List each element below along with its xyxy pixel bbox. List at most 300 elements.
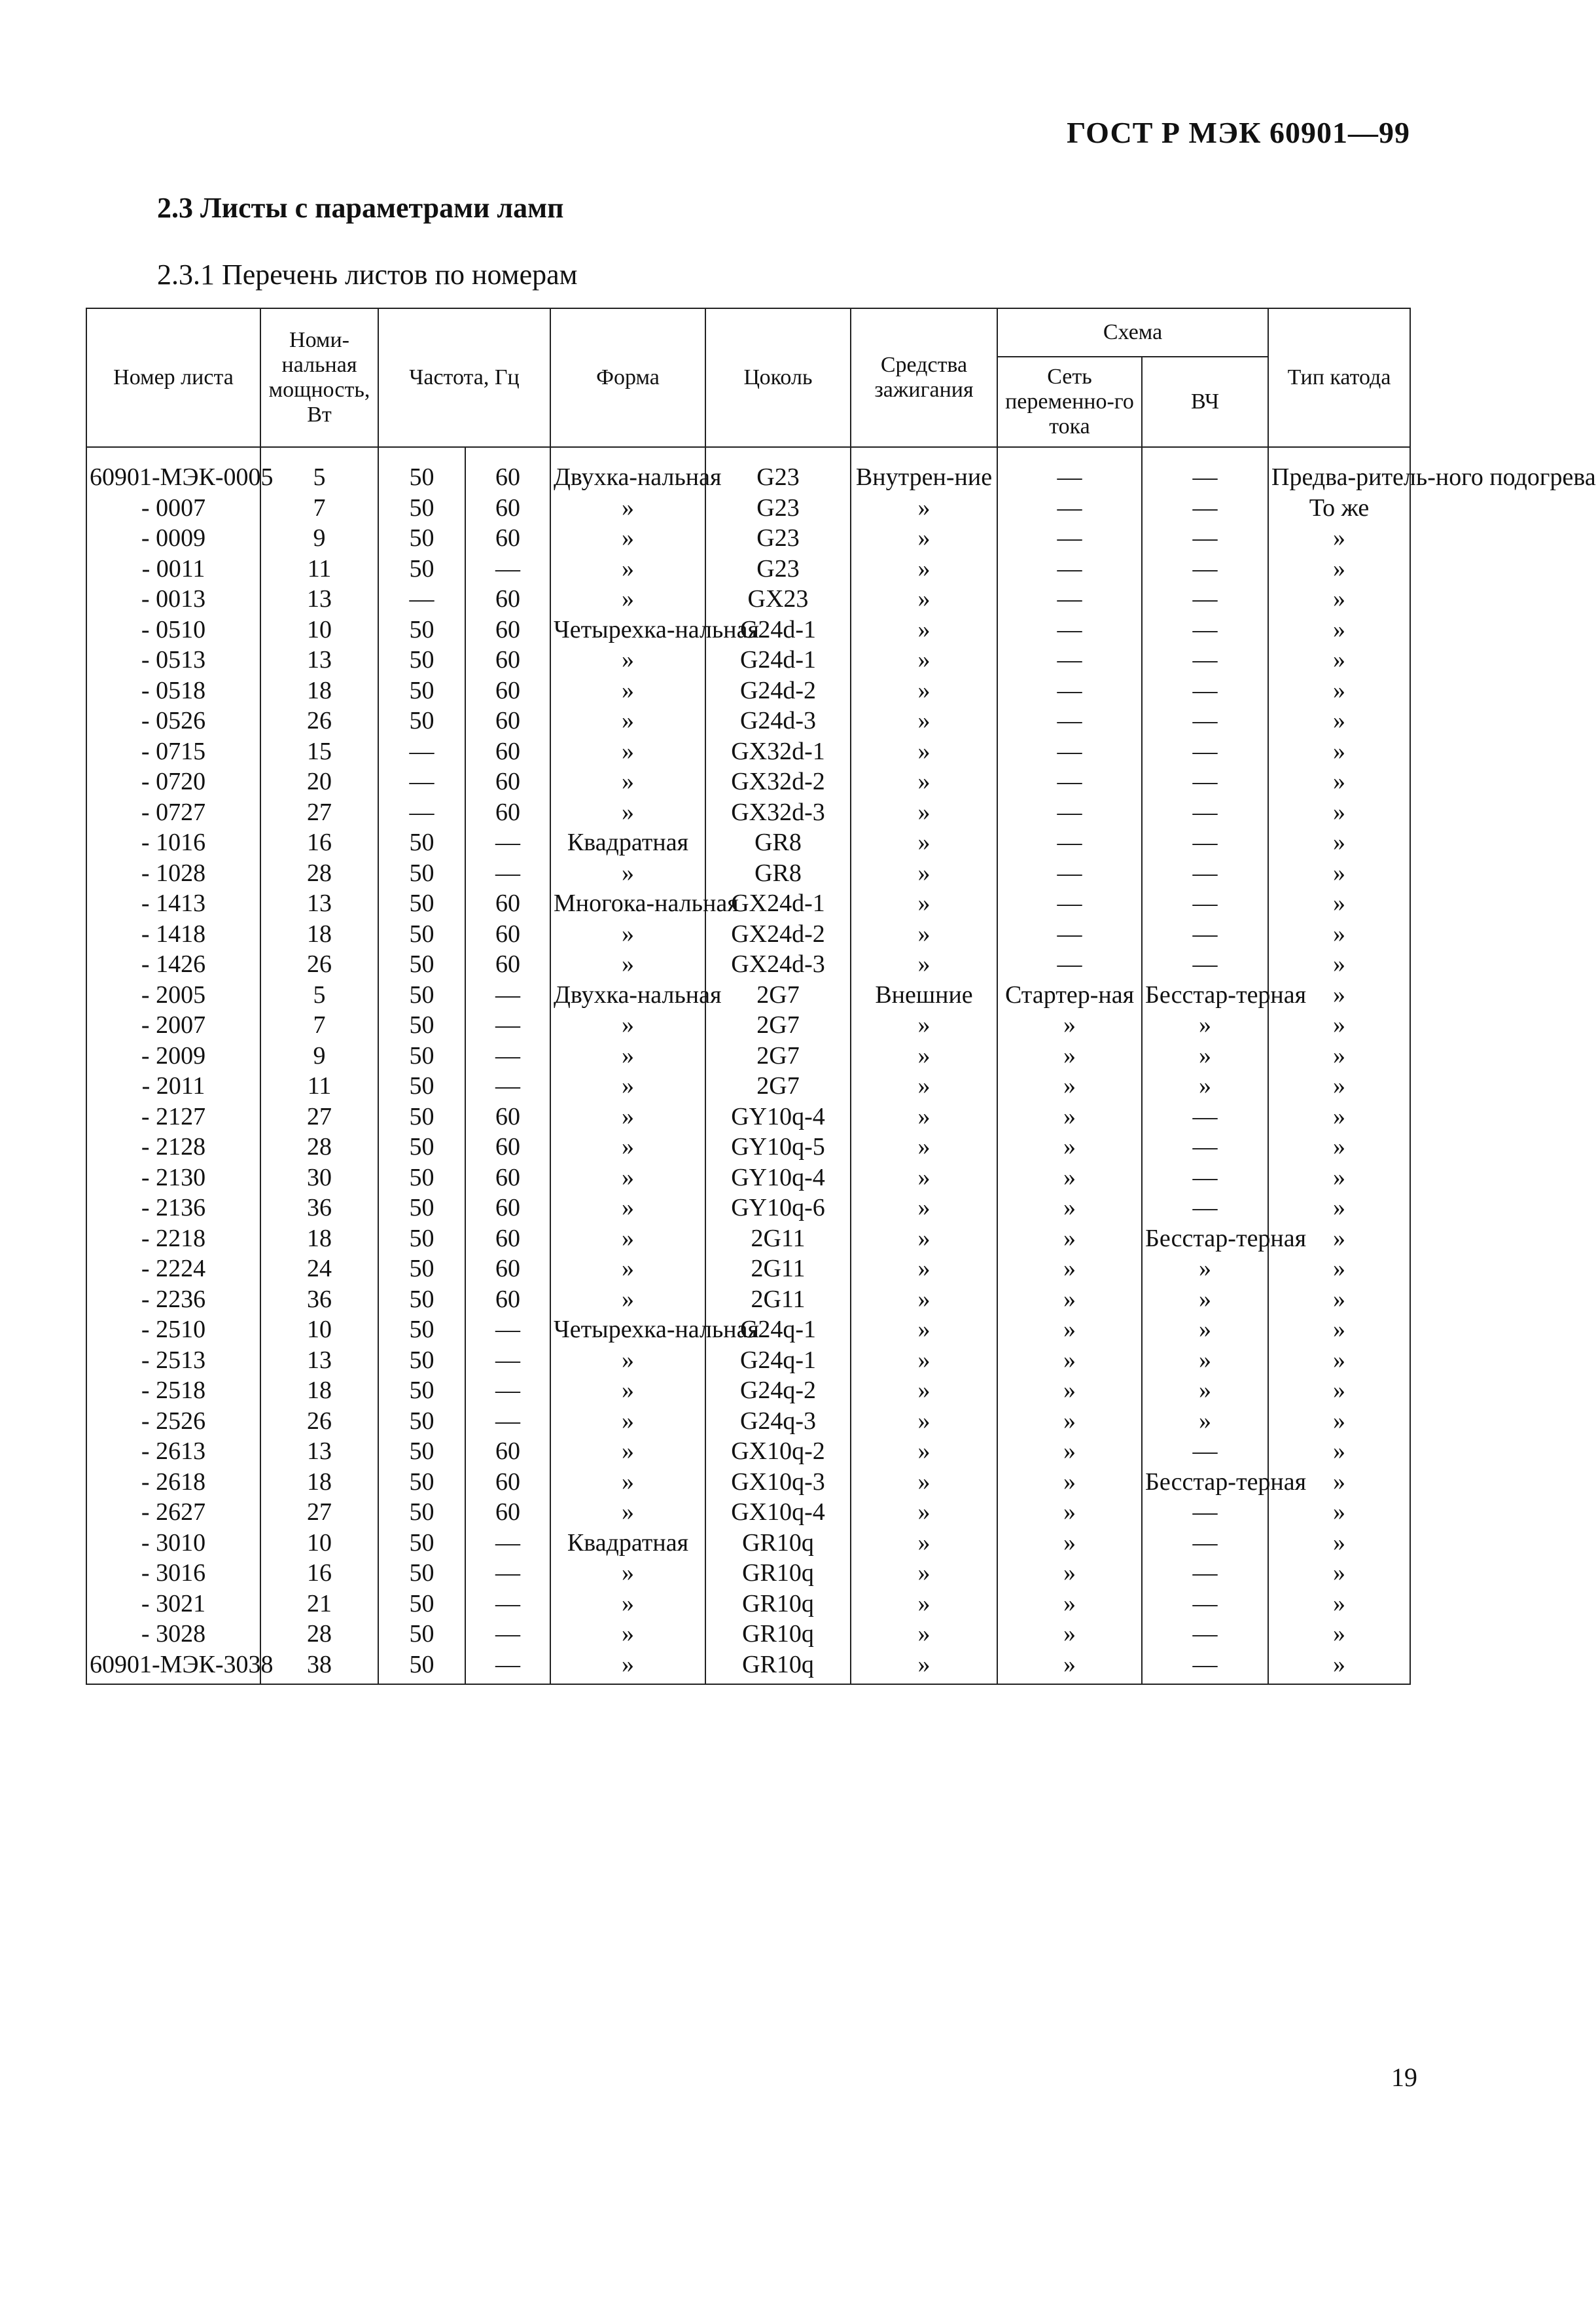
cell-frequency-60: 60 bbox=[465, 766, 550, 797]
cell-shape: Двухка-нальная bbox=[550, 447, 705, 493]
cell-base: GX24d-3 bbox=[705, 949, 851, 980]
cell-cathode: » bbox=[1268, 797, 1410, 828]
cell-frequency-50: 50 bbox=[378, 1071, 465, 1102]
cell-power: 11 bbox=[260, 554, 378, 585]
cell-frequency-50: 50 bbox=[378, 949, 465, 980]
cell-cathode: » bbox=[1268, 1406, 1410, 1437]
cell-base: 2G11 bbox=[705, 1284, 851, 1315]
cell-sheet-number: - 1426 bbox=[86, 949, 260, 980]
table-row bbox=[86, 1497, 1410, 1528]
cell-scheme-hf: — bbox=[1142, 1193, 1268, 1223]
cell-frequency-50: 50 bbox=[378, 980, 465, 1011]
cell-ignition: » bbox=[851, 1467, 997, 1498]
cell-cathode: » bbox=[1268, 1467, 1410, 1498]
cell-scheme-ac: — bbox=[997, 615, 1142, 645]
cell-shape: » bbox=[550, 1650, 705, 1685]
table-row bbox=[86, 1619, 1410, 1650]
cell-ignition: » bbox=[851, 766, 997, 797]
cell-shape: » bbox=[550, 1132, 705, 1163]
cell-shape: Четырехка-нальная bbox=[550, 615, 705, 645]
cell-cathode: » bbox=[1268, 706, 1410, 736]
cell-frequency-50: 50 bbox=[378, 1284, 465, 1315]
cell-ignition: » bbox=[851, 858, 997, 889]
cell-scheme-hf: — bbox=[1142, 1102, 1268, 1132]
cell-sheet-number: - 2005 bbox=[86, 980, 260, 1011]
cell-frequency-50: 50 bbox=[378, 919, 465, 950]
cell-frequency-50: 50 bbox=[378, 1619, 465, 1650]
cell-power: 18 bbox=[260, 1375, 378, 1406]
cell-frequency-50: 50 bbox=[378, 827, 465, 858]
cell-scheme-ac: — bbox=[997, 858, 1142, 889]
cell-ignition: » bbox=[851, 1650, 997, 1685]
cell-frequency-50: 50 bbox=[378, 1650, 465, 1685]
cell-base: 2G7 bbox=[705, 980, 851, 1011]
cell-scheme-hf: — bbox=[1142, 1436, 1268, 1467]
cell-scheme-hf: — bbox=[1142, 523, 1268, 554]
cell-power: 5 bbox=[260, 980, 378, 1011]
table-row bbox=[86, 1406, 1410, 1437]
cell-frequency-50: 50 bbox=[378, 888, 465, 919]
header-scheme: Схема bbox=[997, 308, 1268, 357]
cell-ignition: » bbox=[851, 1102, 997, 1132]
header-frequency: Частота, Гц bbox=[378, 308, 550, 447]
cell-power: 5 bbox=[260, 447, 378, 493]
cell-shape: » bbox=[550, 766, 705, 797]
table-row bbox=[86, 766, 1410, 797]
cell-cathode: » bbox=[1268, 584, 1410, 615]
cell-cathode: » bbox=[1268, 676, 1410, 706]
cell-frequency-50: 50 bbox=[378, 1406, 465, 1437]
table-row bbox=[86, 1253, 1410, 1284]
cell-scheme-ac: — bbox=[997, 736, 1142, 767]
cell-base: GX32d-2 bbox=[705, 766, 851, 797]
cell-ignition: » bbox=[851, 584, 997, 615]
cell-scheme-hf: — bbox=[1142, 615, 1268, 645]
table-row bbox=[86, 919, 1410, 950]
cell-scheme-hf: — bbox=[1142, 858, 1268, 889]
cell-cathode: Предва-ритель-ного подогрева bbox=[1268, 447, 1410, 493]
cell-cathode: » bbox=[1268, 1497, 1410, 1528]
cell-shape: » bbox=[550, 736, 705, 767]
cell-power: 13 bbox=[260, 584, 378, 615]
cell-frequency-50: 50 bbox=[378, 1163, 465, 1193]
cell-power: 27 bbox=[260, 1497, 378, 1528]
table-row bbox=[86, 1071, 1410, 1102]
cell-scheme-ac: — bbox=[997, 766, 1142, 797]
table-row bbox=[86, 493, 1410, 524]
cell-scheme-ac: — bbox=[997, 554, 1142, 585]
table-row bbox=[86, 1284, 1410, 1315]
cell-ignition: » bbox=[851, 676, 997, 706]
cell-shape: » bbox=[550, 1284, 705, 1315]
cell-cathode: » bbox=[1268, 1345, 1410, 1376]
cell-frequency-50: 50 bbox=[378, 1467, 465, 1498]
cell-ignition: » bbox=[851, 797, 997, 828]
cell-frequency-50: 50 bbox=[378, 858, 465, 889]
cell-scheme-ac: » bbox=[997, 1528, 1142, 1559]
table-row bbox=[86, 706, 1410, 736]
cell-base: G24q-1 bbox=[705, 1314, 851, 1345]
cell-power: 13 bbox=[260, 645, 378, 676]
cell-ignition: » bbox=[851, 1041, 997, 1072]
cell-frequency-50: 50 bbox=[378, 1314, 465, 1345]
cell-scheme-hf: — bbox=[1142, 888, 1268, 919]
cell-scheme-hf: » bbox=[1142, 1375, 1268, 1406]
cell-power: 27 bbox=[260, 1102, 378, 1132]
cell-scheme-ac: — bbox=[997, 797, 1142, 828]
table-row bbox=[86, 949, 1410, 980]
cell-base: GX24d-2 bbox=[705, 919, 851, 950]
cell-base: G24d-3 bbox=[705, 706, 851, 736]
cell-frequency-50: 50 bbox=[378, 1375, 465, 1406]
cell-cathode: То же bbox=[1268, 493, 1410, 524]
cell-scheme-ac: » bbox=[997, 1102, 1142, 1132]
cell-ignition: » bbox=[851, 706, 997, 736]
cell-scheme-ac: » bbox=[997, 1193, 1142, 1223]
cell-frequency-60: 60 bbox=[465, 493, 550, 524]
cell-cathode: » bbox=[1268, 523, 1410, 554]
cell-sheet-number: - 0720 bbox=[86, 766, 260, 797]
cell-scheme-hf: » bbox=[1142, 1010, 1268, 1041]
cell-base: 2G7 bbox=[705, 1010, 851, 1041]
cell-scheme-hf: » bbox=[1142, 1253, 1268, 1284]
cell-sheet-number: - 2127 bbox=[86, 1102, 260, 1132]
cell-shape: » bbox=[550, 645, 705, 676]
cell-base: GY10q-4 bbox=[705, 1102, 851, 1132]
cell-frequency-60: 60 bbox=[465, 1467, 550, 1498]
table-row bbox=[86, 827, 1410, 858]
cell-cathode: » bbox=[1268, 1163, 1410, 1193]
cell-shape: Двухка-нальная bbox=[550, 980, 705, 1011]
cell-base: 2G7 bbox=[705, 1071, 851, 1102]
cell-sheet-number: - 0510 bbox=[86, 615, 260, 645]
cell-power: 38 bbox=[260, 1650, 378, 1685]
cell-cathode: » bbox=[1268, 1132, 1410, 1163]
cell-ignition: » bbox=[851, 1314, 997, 1345]
cell-power: 9 bbox=[260, 1041, 378, 1072]
cell-power: 7 bbox=[260, 1010, 378, 1041]
table-row bbox=[86, 858, 1410, 889]
table-row bbox=[86, 554, 1410, 585]
cell-shape: » bbox=[550, 1223, 705, 1254]
cell-cathode: » bbox=[1268, 1528, 1410, 1559]
cell-frequency-60: 60 bbox=[465, 1132, 550, 1163]
cell-shape: » bbox=[550, 949, 705, 980]
cell-ignition: » bbox=[851, 1375, 997, 1406]
cell-scheme-ac: — bbox=[997, 676, 1142, 706]
table-row bbox=[86, 888, 1410, 919]
cell-power: 28 bbox=[260, 1132, 378, 1163]
cell-cathode: » bbox=[1268, 1558, 1410, 1589]
cell-frequency-60: — bbox=[465, 1619, 550, 1650]
cell-scheme-ac: » bbox=[997, 1284, 1142, 1315]
cell-sheet-number: 60901-МЭК-3038 bbox=[86, 1650, 260, 1685]
cell-frequency-50: — bbox=[378, 797, 465, 828]
cell-frequency-60: 60 bbox=[465, 584, 550, 615]
cell-ignition: » bbox=[851, 1010, 997, 1041]
cell-power: 18 bbox=[260, 1467, 378, 1498]
cell-scheme-hf: — bbox=[1142, 1589, 1268, 1619]
cell-sheet-number: - 2513 bbox=[86, 1345, 260, 1376]
cell-cathode: » bbox=[1268, 1589, 1410, 1619]
cell-sheet-number: - 2136 bbox=[86, 1193, 260, 1223]
table-row bbox=[86, 1102, 1410, 1132]
cell-scheme-ac: » bbox=[997, 1010, 1142, 1041]
cell-base: 2G11 bbox=[705, 1223, 851, 1254]
cell-sheet-number: - 2128 bbox=[86, 1132, 260, 1163]
cell-cathode: » bbox=[1268, 1253, 1410, 1284]
cell-scheme-ac: » bbox=[997, 1345, 1142, 1376]
cell-scheme-ac: » bbox=[997, 1132, 1142, 1163]
cell-frequency-60: — bbox=[465, 1375, 550, 1406]
cell-power: 27 bbox=[260, 797, 378, 828]
cell-frequency-60: 60 bbox=[465, 676, 550, 706]
cell-scheme-ac: — bbox=[997, 919, 1142, 950]
cell-frequency-50: 50 bbox=[378, 1528, 465, 1559]
cell-shape: » bbox=[550, 706, 705, 736]
cell-frequency-60: 60 bbox=[465, 1497, 550, 1528]
cell-power: 13 bbox=[260, 1436, 378, 1467]
cell-ignition: » bbox=[851, 1406, 997, 1437]
cell-power: 10 bbox=[260, 615, 378, 645]
cell-base: GX24d-1 bbox=[705, 888, 851, 919]
cell-frequency-50: 50 bbox=[378, 1589, 465, 1619]
cell-sheet-number: - 2011 bbox=[86, 1071, 260, 1102]
cell-power: 26 bbox=[260, 1406, 378, 1437]
cell-scheme-hf: — bbox=[1142, 949, 1268, 980]
cell-frequency-60: — bbox=[465, 1071, 550, 1102]
table-body bbox=[86, 447, 1596, 1684]
cell-base: G23 bbox=[705, 523, 851, 554]
cell-scheme-hf: » bbox=[1142, 1284, 1268, 1315]
cell-shape: » bbox=[550, 1102, 705, 1132]
cell-sheet-number: - 0513 bbox=[86, 645, 260, 676]
cell-scheme-ac: » bbox=[997, 1041, 1142, 1072]
table-row bbox=[86, 1650, 1410, 1685]
cell-shape: » bbox=[550, 523, 705, 554]
cell-shape: » bbox=[550, 1163, 705, 1193]
cell-scheme-ac: Стартер-ная bbox=[997, 980, 1142, 1011]
cell-ignition: » bbox=[851, 949, 997, 980]
cell-power: 9 bbox=[260, 523, 378, 554]
cell-ignition: » bbox=[851, 1071, 997, 1102]
cell-ignition: » bbox=[851, 1132, 997, 1163]
table-row bbox=[86, 1589, 1410, 1619]
cell-base: GX32d-1 bbox=[705, 736, 851, 767]
cell-sheet-number: - 0011 bbox=[86, 554, 260, 585]
cell-power: 26 bbox=[260, 949, 378, 980]
table-row bbox=[86, 736, 1410, 767]
table-row bbox=[86, 645, 1410, 676]
cell-frequency-60: — bbox=[465, 1650, 550, 1685]
cell-shape: Многока-нальная bbox=[550, 888, 705, 919]
cell-frequency-50: 50 bbox=[378, 1436, 465, 1467]
cell-ignition: » bbox=[851, 1253, 997, 1284]
cell-frequency-50: 50 bbox=[378, 1558, 465, 1589]
cell-ignition: » bbox=[851, 1528, 997, 1559]
cell-frequency-60: 60 bbox=[465, 447, 550, 493]
cell-frequency-60: 60 bbox=[465, 1436, 550, 1467]
cell-frequency-50: 50 bbox=[378, 493, 465, 524]
cell-frequency-60: 60 bbox=[465, 645, 550, 676]
cell-base: GY10q-4 bbox=[705, 1163, 851, 1193]
table-row bbox=[86, 1010, 1410, 1041]
cell-ignition: Внутрен-ние bbox=[851, 447, 997, 493]
cell-sheet-number: - 1028 bbox=[86, 858, 260, 889]
cell-frequency-50: 50 bbox=[378, 706, 465, 736]
cell-shape: » bbox=[550, 1193, 705, 1223]
cell-sheet-number: - 2130 bbox=[86, 1163, 260, 1193]
cell-ignition: » bbox=[851, 1436, 997, 1467]
cell-frequency-60: 60 bbox=[465, 736, 550, 767]
cell-shape: » bbox=[550, 1375, 705, 1406]
cell-scheme-ac: — bbox=[997, 706, 1142, 736]
cell-scheme-hf: — bbox=[1142, 584, 1268, 615]
cell-scheme-hf: — bbox=[1142, 1558, 1268, 1589]
cell-ignition: » bbox=[851, 888, 997, 919]
cell-frequency-50: 50 bbox=[378, 523, 465, 554]
cell-base: GR10q bbox=[705, 1619, 851, 1650]
cell-frequency-60: 60 bbox=[465, 888, 550, 919]
section-title: 2.3 Листы с параметрами ламп bbox=[157, 192, 564, 224]
cell-frequency-60: — bbox=[465, 1528, 550, 1559]
cell-shape: » bbox=[550, 1406, 705, 1437]
cell-scheme-ac: » bbox=[997, 1619, 1142, 1650]
cell-scheme-hf: » bbox=[1142, 1314, 1268, 1345]
cell-frequency-60: — bbox=[465, 1406, 550, 1437]
cell-power: 20 bbox=[260, 766, 378, 797]
cell-frequency-50: 50 bbox=[378, 1497, 465, 1528]
header-shape: Форма bbox=[550, 308, 705, 447]
cell-sheet-number: - 1413 bbox=[86, 888, 260, 919]
cell-frequency-60: — bbox=[465, 1041, 550, 1072]
cell-cathode: » bbox=[1268, 1619, 1410, 1650]
cell-ignition: » bbox=[851, 1497, 997, 1528]
cell-shape: » bbox=[550, 584, 705, 615]
cell-frequency-60: — bbox=[465, 1010, 550, 1041]
document-code: ГОСТ Р МЭК 60901—99 bbox=[1067, 116, 1410, 149]
cell-scheme-ac: » bbox=[997, 1650, 1142, 1685]
cell-shape: » bbox=[550, 858, 705, 889]
cell-sheet-number: - 2526 bbox=[86, 1406, 260, 1437]
cell-ignition: » bbox=[851, 1284, 997, 1315]
cell-power: 28 bbox=[260, 1619, 378, 1650]
cell-power: 16 bbox=[260, 1558, 378, 1589]
table-row bbox=[86, 1163, 1410, 1193]
cell-shape: » bbox=[550, 797, 705, 828]
cell-scheme-ac: — bbox=[997, 888, 1142, 919]
cell-frequency-50: — bbox=[378, 736, 465, 767]
cell-shape: » bbox=[550, 1041, 705, 1072]
table-row bbox=[86, 1041, 1410, 1072]
table-row bbox=[86, 615, 1410, 645]
cell-scheme-hf: — bbox=[1142, 645, 1268, 676]
table-row bbox=[86, 980, 1410, 1011]
table-row bbox=[86, 1467, 1410, 1498]
cell-cathode: » bbox=[1268, 1650, 1410, 1685]
cell-sheet-number: - 2618 bbox=[86, 1467, 260, 1498]
cell-frequency-60: 60 bbox=[465, 1223, 550, 1254]
cell-power: 18 bbox=[260, 676, 378, 706]
cell-scheme-ac: — bbox=[997, 493, 1142, 524]
cell-power: 21 bbox=[260, 1589, 378, 1619]
cell-frequency-60: — bbox=[465, 980, 550, 1011]
cell-scheme-hf: — bbox=[1142, 554, 1268, 585]
cell-scheme-ac: » bbox=[997, 1163, 1142, 1193]
cell-scheme-hf: — bbox=[1142, 827, 1268, 858]
cell-sheet-number: - 0007 bbox=[86, 493, 260, 524]
cell-shape: » bbox=[550, 676, 705, 706]
cell-frequency-50: 50 bbox=[378, 1193, 465, 1223]
cell-frequency-60: — bbox=[465, 1345, 550, 1376]
cell-shape: » bbox=[550, 1619, 705, 1650]
cell-frequency-50: 50 bbox=[378, 1345, 465, 1376]
cell-cathode: » bbox=[1268, 766, 1410, 797]
cell-power: 36 bbox=[260, 1284, 378, 1315]
header-ignition: Средства зажигания bbox=[851, 308, 997, 447]
table-row bbox=[86, 1193, 1410, 1223]
cell-shape: Квадратная bbox=[550, 827, 705, 858]
cell-sheet-number: - 0715 bbox=[86, 736, 260, 767]
cell-base: G23 bbox=[705, 447, 851, 493]
cell-frequency-60: 60 bbox=[465, 615, 550, 645]
cell-sheet-number: - 2009 bbox=[86, 1041, 260, 1072]
cell-frequency-60: 60 bbox=[465, 1163, 550, 1193]
table-row bbox=[86, 1314, 1410, 1345]
table-row bbox=[86, 1558, 1410, 1589]
cell-sheet-number: - 3028 bbox=[86, 1619, 260, 1650]
cell-sheet-number: - 2518 bbox=[86, 1375, 260, 1406]
table-row bbox=[86, 1436, 1410, 1467]
cell-cathode: » bbox=[1268, 1375, 1410, 1406]
cell-scheme-hf: — bbox=[1142, 919, 1268, 950]
cell-scheme-ac: — bbox=[997, 949, 1142, 980]
cell-frequency-60: — bbox=[465, 1314, 550, 1345]
cell-cathode: » bbox=[1268, 827, 1410, 858]
table-row bbox=[86, 1132, 1410, 1163]
cell-frequency-50: 50 bbox=[378, 1132, 465, 1163]
cell-frequency-60: 60 bbox=[465, 1284, 550, 1315]
cell-base: GR8 bbox=[705, 858, 851, 889]
cell-sheet-number: - 2224 bbox=[86, 1253, 260, 1284]
cell-sheet-number: - 0009 bbox=[86, 523, 260, 554]
cell-cathode: » bbox=[1268, 949, 1410, 980]
cell-base: GX32d-3 bbox=[705, 797, 851, 828]
cell-scheme-ac: » bbox=[997, 1436, 1142, 1467]
cell-base: GR10q bbox=[705, 1589, 851, 1619]
cell-power: 18 bbox=[260, 919, 378, 950]
cell-base: GR10q bbox=[705, 1650, 851, 1685]
header-scheme-hf: ВЧ bbox=[1142, 357, 1268, 447]
cell-power: 11 bbox=[260, 1071, 378, 1102]
cell-scheme-hf: » bbox=[1142, 1041, 1268, 1072]
cell-ignition: » bbox=[851, 1223, 997, 1254]
cell-scheme-hf: » bbox=[1142, 1345, 1268, 1376]
header-scheme-ac: Сеть переменно-го тока bbox=[997, 357, 1142, 447]
cell-sheet-number: - 0518 bbox=[86, 676, 260, 706]
cell-scheme-hf: — bbox=[1142, 493, 1268, 524]
cell-frequency-50: 50 bbox=[378, 447, 465, 493]
cell-scheme-ac: — bbox=[997, 645, 1142, 676]
cell-sheet-number: 60901-МЭК-0005 bbox=[86, 447, 260, 493]
cell-power: 28 bbox=[260, 858, 378, 889]
cell-frequency-60: 60 bbox=[465, 797, 550, 828]
cell-frequency-50: — bbox=[378, 766, 465, 797]
cell-scheme-hf: Бесстар-терная bbox=[1142, 980, 1268, 1011]
cell-scheme-ac: » bbox=[997, 1406, 1142, 1437]
cell-shape: » bbox=[550, 1467, 705, 1498]
cell-frequency-60: 60 bbox=[465, 1253, 550, 1284]
